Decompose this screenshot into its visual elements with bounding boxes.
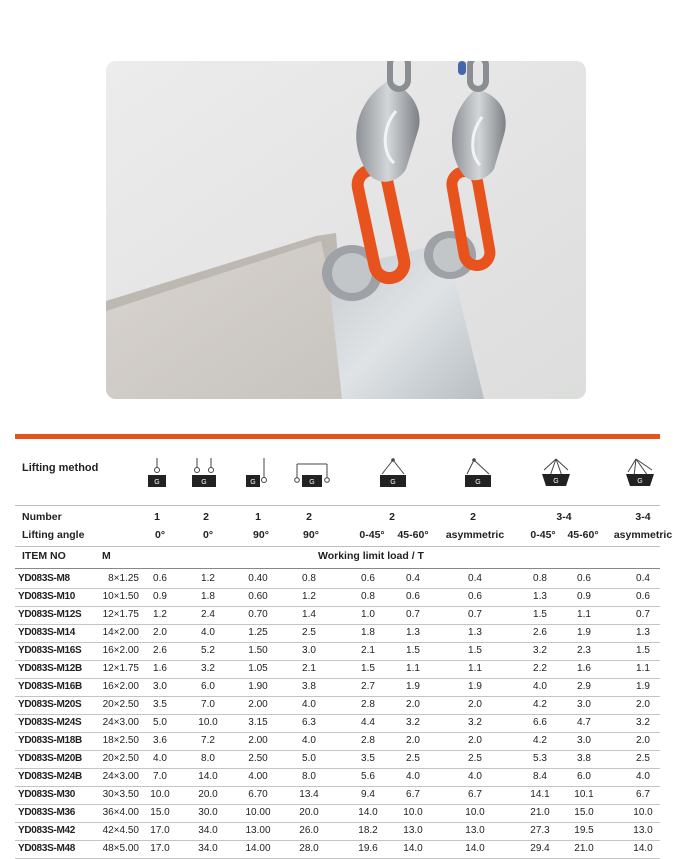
thread-size-cell: 30×3.50	[102, 789, 139, 800]
load-table	[15, 571, 660, 859]
header-divider-middle	[15, 546, 660, 547]
load-value-cell: 2.2	[533, 663, 547, 674]
load-value-cell: 17.0	[150, 825, 170, 836]
header-divider-top	[15, 505, 660, 506]
number-value: 3-4	[635, 511, 651, 523]
item-no-cell: YD083S-M36	[18, 807, 76, 818]
angle-label: Lifting angle	[22, 529, 85, 541]
load-value-cell: 3.8	[577, 753, 591, 764]
load-value-cell: 17.0	[150, 843, 170, 854]
load-value-cell: 1.5	[533, 609, 547, 620]
svg-text:G: G	[390, 479, 396, 486]
table-row	[15, 715, 660, 733]
load-value-cell: 10.0	[465, 807, 485, 818]
load-value-cell: 10.1	[574, 789, 594, 800]
thread-size-cell: 36×4.00	[102, 807, 139, 818]
load-value-cell: 2.6	[533, 627, 547, 638]
load-value-cell: 2.6	[153, 645, 167, 656]
load-value-cell: 4.2	[533, 735, 547, 746]
load-value-cell: 1.3	[406, 627, 420, 638]
load-value-cell: 14.0	[403, 843, 423, 854]
number-value: 2	[470, 511, 476, 523]
load-value-cell: 1.2	[201, 573, 215, 584]
angle-value: asymmetric	[613, 529, 673, 541]
method-single-vertical-icon	[137, 456, 177, 496]
load-value-cell: 5.0	[153, 717, 167, 728]
table-row	[15, 607, 660, 625]
load-value-cell: 7.0	[201, 699, 215, 710]
load-value-cell: 4.7	[577, 717, 591, 728]
item-no-cell: YD083S-M16S	[18, 645, 82, 656]
load-value-cell: 10.0	[403, 807, 423, 818]
table-row	[15, 679, 660, 697]
load-value-cell: 18.2	[358, 825, 378, 836]
load-value-cell: 1.6	[577, 663, 591, 674]
method-two-leg-asymmetric-icon	[458, 456, 498, 496]
table-row	[15, 589, 660, 607]
number-value: 2	[389, 511, 395, 523]
load-value-cell: 6.7	[468, 789, 482, 800]
load-value-cell: 3.2	[533, 645, 547, 656]
load-value-cell: 0.9	[577, 591, 591, 602]
angle-value: 0°	[154, 529, 166, 541]
load-value-cell: 13.0	[403, 825, 423, 836]
item-no-cell: YD083S-M10	[18, 591, 76, 602]
load-value-cell: 5.2	[201, 645, 215, 656]
item-no-cell: YD083S-M12B	[18, 663, 82, 674]
load-value-cell: 13.4	[299, 789, 319, 800]
load-value-cell: 2.0	[406, 699, 420, 710]
load-value-cell: 14.00	[245, 843, 271, 854]
table-row	[15, 805, 660, 823]
load-value-cell: 2.5	[468, 753, 482, 764]
svg-text:G: G	[553, 478, 559, 485]
load-value-cell: 10.00	[245, 807, 271, 818]
load-value-cell: 1.5	[636, 645, 650, 656]
item-no-cell: YD083S-M24B	[18, 771, 82, 782]
load-value-cell: 1.25	[248, 627, 268, 638]
svg-text:G: G	[250, 479, 256, 486]
load-value-cell: 15.0	[574, 807, 594, 818]
thread-size-cell: 16×2.00	[102, 645, 139, 656]
load-value-cell: 4.0	[153, 753, 167, 764]
thread-size-cell: 42×4.50	[102, 825, 139, 836]
number-value: 1	[255, 511, 261, 523]
load-value-cell: 0.4	[636, 573, 650, 584]
load-value-cell: 2.0	[468, 735, 482, 746]
load-value-cell: 0.4	[406, 573, 420, 584]
load-value-cell: 20.0	[198, 789, 218, 800]
load-value-cell: 2.0	[468, 699, 482, 710]
load-value-cell: 26.0	[299, 825, 319, 836]
load-value-cell: 6.6	[533, 717, 547, 728]
svg-text:G: G	[309, 479, 315, 486]
load-value-cell: 15.0	[150, 807, 170, 818]
thread-size-cell: 48×5.00	[102, 843, 139, 854]
table-row	[15, 625, 660, 643]
load-value-cell: 19.6	[358, 843, 378, 854]
method-two-leg-angled-icon	[373, 456, 413, 496]
load-value-cell: 10.0	[198, 717, 218, 728]
method-multi-leg-asymmetric-icon	[620, 456, 660, 496]
load-value-cell: 2.1	[361, 645, 375, 656]
load-value-cell: 14.0	[465, 843, 485, 854]
load-value-cell: 6.0	[577, 771, 591, 782]
load-value-cell: 0.4	[468, 573, 482, 584]
thread-size-cell: 24×3.00	[102, 717, 139, 728]
load-value-cell: 2.9	[577, 681, 591, 692]
load-value-cell: 1.05	[248, 663, 268, 674]
load-value-cell: 3.6	[153, 735, 167, 746]
load-value-cell: 0.60	[248, 591, 268, 602]
load-value-cell: 0.8	[533, 573, 547, 584]
load-value-cell: 1.2	[302, 591, 316, 602]
table-row	[15, 697, 660, 715]
item-no-cell: YD083S-M14	[18, 627, 76, 638]
load-value-cell: 1.6	[153, 663, 167, 674]
load-value-cell: 4.0	[201, 627, 215, 638]
load-value-cell: 7.0	[153, 771, 167, 782]
thread-size-cell: 24×3.00	[102, 771, 139, 782]
load-value-cell: 3.15	[248, 717, 268, 728]
product-photo	[106, 61, 586, 399]
table-row	[15, 661, 660, 679]
load-value-cell: 5.6	[361, 771, 375, 782]
load-value-cell: 0.40	[248, 573, 268, 584]
thread-size-cell: 20×2.50	[102, 753, 139, 764]
method-multi-leg-icon	[536, 456, 576, 496]
load-value-cell: 9.4	[361, 789, 375, 800]
load-value-cell: 1.3	[636, 627, 650, 638]
load-value-cell: 4.0	[302, 735, 316, 746]
number-value: 2	[203, 511, 209, 523]
load-value-cell: 2.8	[361, 699, 375, 710]
method-single-side-icon	[240, 456, 280, 496]
load-value-cell: 2.5	[302, 627, 316, 638]
load-value-cell: 1.1	[468, 663, 482, 674]
svg-text:G: G	[475, 479, 481, 486]
load-value-cell: 8.0	[201, 753, 215, 764]
load-value-cell: 2.8	[361, 735, 375, 746]
thread-size-cell: 12×1.75	[102, 609, 139, 620]
load-value-cell: 3.2	[406, 717, 420, 728]
load-value-cell: 7.2	[201, 735, 215, 746]
table-row	[15, 787, 660, 805]
lifting-point-photo-icon	[106, 61, 586, 399]
number-row	[0, 511, 696, 527]
item-no-cell: YD083S-M20S	[18, 699, 82, 710]
method-double-vertical-icon	[184, 456, 224, 496]
load-value-cell: 13.0	[633, 825, 653, 836]
load-value-cell: 21.0	[530, 807, 550, 818]
load-value-cell: 8.4	[533, 771, 547, 782]
load-value-cell: 3.0	[577, 735, 591, 746]
load-value-cell: 0.70	[248, 609, 268, 620]
load-value-cell: 4.4	[361, 717, 375, 728]
table-row	[15, 841, 660, 859]
load-value-cell: 4.0	[406, 771, 420, 782]
item-no-cell: YD083S-M12S	[18, 609, 82, 620]
load-value-cell: 1.8	[201, 591, 215, 602]
table-row	[15, 769, 660, 787]
thread-size-cell: 14×2.00	[102, 627, 139, 638]
number-value: 1	[154, 511, 160, 523]
load-value-cell: 6.7	[636, 789, 650, 800]
load-value-cell: 1.4	[302, 609, 316, 620]
load-value-cell: 2.0	[153, 627, 167, 638]
load-value-cell: 0.6	[636, 591, 650, 602]
load-value-cell: 0.7	[468, 609, 482, 620]
load-value-cell: 0.8	[302, 573, 316, 584]
number-label: Number	[22, 511, 62, 523]
load-value-cell: 0.7	[406, 609, 420, 620]
m-label: M	[102, 550, 111, 562]
thread-size-cell: 18×2.50	[102, 735, 139, 746]
load-value-cell: 2.00	[248, 735, 268, 746]
item-no-cell: YD083S-M30	[18, 789, 76, 800]
lifting-method-label: Lifting method	[22, 462, 99, 474]
load-value-cell: 10.0	[633, 807, 653, 818]
load-value-cell: 3.2	[468, 717, 482, 728]
angle-row	[0, 529, 696, 545]
load-value-cell: 1.1	[406, 663, 420, 674]
table-row	[15, 823, 660, 841]
load-value-cell: 8.0	[302, 771, 316, 782]
load-value-cell: 6.3	[302, 717, 316, 728]
load-value-cell: 14.1	[530, 789, 550, 800]
load-value-cell: 1.2	[153, 609, 167, 620]
angle-value: asymmetric	[445, 529, 505, 541]
load-value-cell: 28.0	[299, 843, 319, 854]
load-value-cell: 27.3	[530, 825, 550, 836]
load-value-cell: 1.9	[577, 627, 591, 638]
load-value-cell: 6.70	[248, 789, 268, 800]
load-value-cell: 5.3	[533, 753, 547, 764]
load-value-cell: 3.0	[153, 681, 167, 692]
load-value-cell: 4.0	[533, 681, 547, 692]
load-value-cell: 1.8	[361, 627, 375, 638]
table-row	[15, 751, 660, 769]
angle-value: 90°	[303, 529, 319, 541]
load-value-cell: 1.90	[248, 681, 268, 692]
load-value-cell: 4.0	[636, 771, 650, 782]
item-no-cell: YD083S-M16B	[18, 681, 82, 692]
load-value-cell: 4.0	[468, 771, 482, 782]
load-value-cell: 3.5	[153, 699, 167, 710]
header-divider-bottom	[15, 568, 660, 569]
table-row	[15, 571, 660, 589]
load-value-cell: 29.4	[530, 843, 550, 854]
load-value-cell: 0.9	[153, 591, 167, 602]
angle-value: 45-60°	[567, 529, 599, 541]
load-value-cell: 3.5	[361, 753, 375, 764]
load-value-cell: 2.5	[406, 753, 420, 764]
number-value: 3-4	[556, 511, 572, 523]
load-value-cell: 0.6	[577, 573, 591, 584]
thread-size-cell: 20×2.50	[102, 699, 139, 710]
load-value-cell: 1.9	[636, 681, 650, 692]
load-value-cell: 4.2	[533, 699, 547, 710]
item-no-cell: YD083S-M20B	[18, 753, 82, 764]
load-value-cell: 4.0	[302, 699, 316, 710]
load-value-cell: 2.4	[201, 609, 215, 620]
load-value-cell: 3.2	[636, 717, 650, 728]
load-value-cell: 2.0	[406, 735, 420, 746]
load-value-cell: 2.00	[248, 699, 268, 710]
load-value-cell: 1.3	[468, 627, 482, 638]
item-no-cell: YD083S-M8	[18, 573, 70, 584]
item-no-cell: YD083S-M48	[18, 843, 76, 854]
load-value-cell: 1.5	[468, 645, 482, 656]
section-divider	[15, 434, 660, 439]
load-value-cell: 13.00	[245, 825, 271, 836]
svg-text:G: G	[637, 478, 643, 485]
load-value-cell: 1.9	[406, 681, 420, 692]
load-value-cell: 0.7	[636, 609, 650, 620]
table-row	[15, 643, 660, 661]
load-value-cell: 2.1	[302, 663, 316, 674]
table-row	[15, 733, 660, 751]
item-no-cell: YD083S-M42	[18, 825, 76, 836]
load-value-cell: 6.0	[201, 681, 215, 692]
thread-size-cell: 10×1.50	[102, 591, 139, 602]
load-value-cell: 3.2	[201, 663, 215, 674]
load-value-cell: 3.0	[577, 699, 591, 710]
load-value-cell: 3.8	[302, 681, 316, 692]
svg-text:G: G	[154, 479, 160, 486]
load-value-cell: 21.0	[574, 843, 594, 854]
load-value-cell: 0.8	[361, 591, 375, 602]
item-no-cell: YD083S-M24S	[18, 717, 82, 728]
load-value-cell: 14.0	[198, 771, 218, 782]
load-value-cell: 0.6	[153, 573, 167, 584]
load-value-cell: 1.5	[361, 663, 375, 674]
load-value-cell: 1.5	[406, 645, 420, 656]
load-value-cell: 2.3	[577, 645, 591, 656]
load-value-cell: 34.0	[198, 843, 218, 854]
load-value-cell: 13.0	[465, 825, 485, 836]
load-value-cell: 5.0	[302, 753, 316, 764]
load-value-cell: 19.5	[574, 825, 594, 836]
thread-size-cell: 16×2.00	[102, 681, 139, 692]
load-value-cell: 1.3	[533, 591, 547, 602]
angle-value: 45-60°	[397, 529, 429, 541]
angle-value: 0-45°	[530, 529, 556, 541]
load-value-cell: 0.6	[406, 591, 420, 602]
number-value: 2	[306, 511, 312, 523]
load-value-cell: 4.00	[248, 771, 268, 782]
working-load-label: Working limit load / T	[318, 550, 424, 562]
item-no-label: ITEM NO	[22, 550, 66, 562]
load-value-cell: 30.0	[198, 807, 218, 818]
method-double-side-icon	[292, 456, 332, 496]
angle-value: 90°	[253, 529, 269, 541]
load-value-cell: 2.0	[636, 735, 650, 746]
load-value-cell: 34.0	[198, 825, 218, 836]
angle-value: 0°	[202, 529, 214, 541]
thread-size-cell: 12×1.75	[102, 663, 139, 674]
load-value-cell: 6.7	[406, 789, 420, 800]
load-value-cell: 0.6	[361, 573, 375, 584]
load-value-cell: 0.6	[468, 591, 482, 602]
load-value-cell: 2.5	[636, 753, 650, 764]
load-value-cell: 2.50	[248, 753, 268, 764]
svg-text:G: G	[201, 479, 207, 486]
load-value-cell: 1.0	[361, 609, 375, 620]
load-value-cell: 3.0	[302, 645, 316, 656]
angle-value: 0-45°	[359, 529, 385, 541]
load-value-cell: 1.1	[577, 609, 591, 620]
load-value-cell: 2.0	[636, 699, 650, 710]
load-value-cell: 14.0	[358, 807, 378, 818]
thread-size-cell: 8×1.25	[108, 573, 139, 584]
load-value-cell: 1.1	[636, 663, 650, 674]
load-value-cell: 2.7	[361, 681, 375, 692]
load-value-cell: 20.0	[299, 807, 319, 818]
item-no-cell: YD083S-M18B	[18, 735, 82, 746]
load-value-cell: 10.0	[150, 789, 170, 800]
load-value-cell: 14.0	[633, 843, 653, 854]
load-value-cell: 1.50	[248, 645, 268, 656]
load-value-cell: 1.9	[468, 681, 482, 692]
